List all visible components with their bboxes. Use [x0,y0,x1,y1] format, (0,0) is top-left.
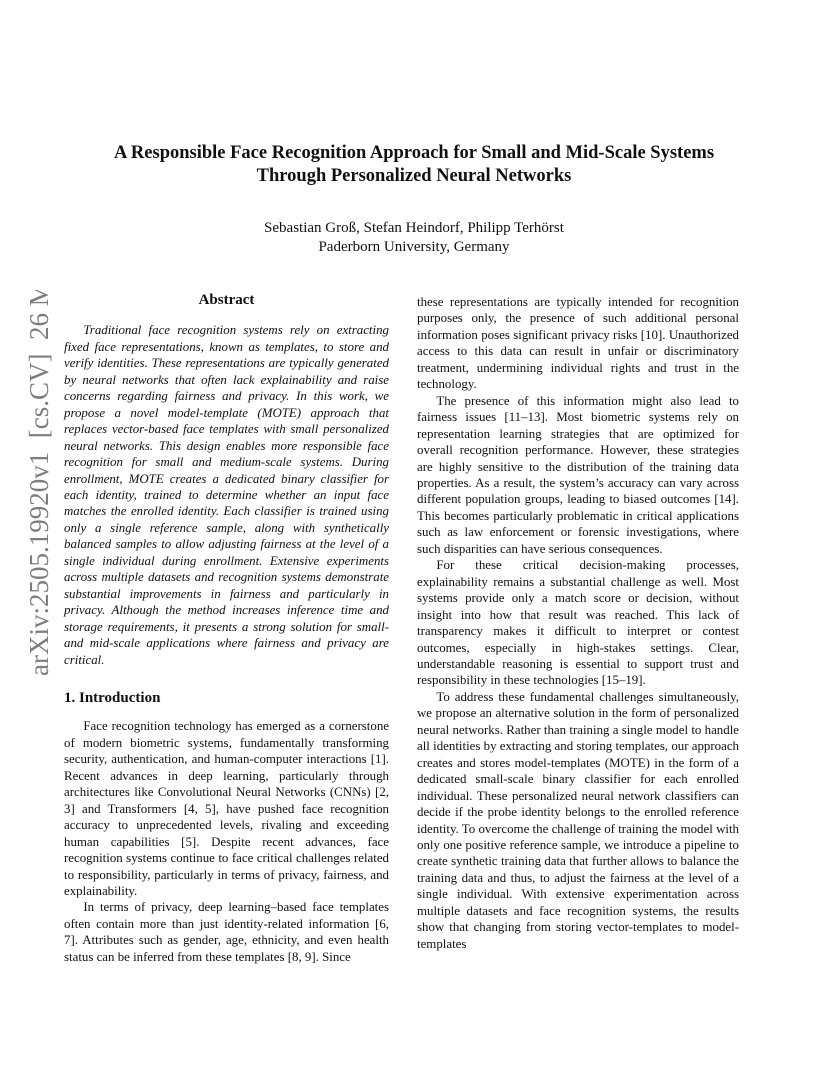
paper-title-line-1: A Responsible Face Recognition Approach for Small and Mid-Scale Systems [113,143,715,163]
author-affiliation: Paderborn University, Germany [318,239,510,255]
abstract-heading: Abstract [198,292,255,308]
paper-title [64,142,764,188]
intro-paragraph: In terms of privacy, deep learning–based face templates often contain more than just identity-related information [6, 7]. Attributes such as gender, age, ethnicity, and even health status can be inferred from these templates [8, 9]. Since [64,900,389,964]
arxiv-identifier-stamp[interactable] [4,290,64,680]
introduction-heading: 1. Introduction [64,689,161,706]
intro-paragraph: For these critical decision-making processes, explainability remains a substantial challenge as well. Most systems provide only a match score or decision, without insight into how that result was reached. This lack of transparency makes it difficult to interpret or contest outcomes, especially in high-stakes settings. Clear, understandable reasoning is essential to support trust and responsibility in these technologies [15–19]. [417,558,739,688]
right-column [417,294,739,952]
author-names: Sebastian Groß, Stefan Heindorf, Philipp Terhörst [264,220,564,236]
left-column [64,292,389,965]
author-block [64,219,764,257]
abstract-body: Traditional face recognition systems rely on extracting fixed face representations, known as templates, to store and verify identities. These representations are typically generated by neural networks that often lack explainability and raise concerns regarding fairness and privacy. In this work, we propose a novel model-template (MOTE) approach that replaces vector-based face templates with small personalized neural networks. This design enables more responsible face recognition for small and medium-scale systems. During enrollment, MOTE creates a dedicated binary classifier for each identity, trained to determine whether an input face matches the enrolled identity. Each classifier is trained using only a single reference sample, along with synthetically balanced samples to allow adjusting fairness at the level of a single individual during enrollment. Extensive experiments across multiple datasets and recognition systems demonstrate substantial improvements in fairness and particularly in privacy. Although the method increases inference time and storage requirements, it presents a strong solution for small- and mid-scale applications where fairness and privacy are critical. [64,323,389,667]
paper-title-line-2: Through Personalized Neural Networks [256,166,572,186]
intro-paragraph: Face recognition technology has emerged as a cornerstone of modern biometric systems, fundamentally transforming security, authentication, and human-computer interactions [1]. Recent advances in deep learning, particularly through architectures like Convolutional Neural Networks (CNNs) [2, 3] and Transformers [4, 5], have pushed face recognition accuracy to unprecedented levels, rivaling and exceeding human capabilities [5]. Despite recent advances, face recognition systems continue to face critical challenges related to responsibility, particularly in terms of privacy, fairness, and explainability. [64,719,389,898]
arxiv-identifier-text: arXiv:2505.19920v1 [cs.CV] 26 May 2025 [24,290,54,676]
intro-paragraph: The presence of this information might also lead to fairness issues [11–13]. Most biometric systems rely on representation learning strategies that are optimized for overall recognition performance. However, these strategies are highly sensitive to the distribution of the training data properties. As a result, the system’s accuracy can vary across different population groups, leading to biased outcomes [14]. This becomes particularly problematic in critical applications such as law enforcement or forensic investigations, where such disparities can have serious consequences. [417,393,739,556]
intro-paragraph-continued: these representations are typically intended for recognition purposes only, the presence of such additional personal information poses significant privacy risks [10]. Unauthorized access to this data can result in unfair or discriminatory treatment, undermining individual rights and trust in the technology. [417,295,739,392]
intro-paragraph: To address these fundamental challenges simultaneously, we propose an alternative solution in the form of personalized neural networks. Rather than training a single model to handle all identities by extracting and storing templates, our approach creates and stores model-templates (MOTE) in the form of a dedicated small-scale binary classifier for each enrolled individual. These personalized neural network classifiers can decide if the probe identity belongs to the enrolled reference identity. To overcome the challenge of training the model with only one positive reference sample, we introduce a pipeline to create synthetic training data that further allows to balance the training data and thus, to adjust the fairness at the level of a single individual. With extensive experimentation across multiple datasets and face recognition systems, the results show that changing from storing vector-templates to model-templates [417,689,739,951]
